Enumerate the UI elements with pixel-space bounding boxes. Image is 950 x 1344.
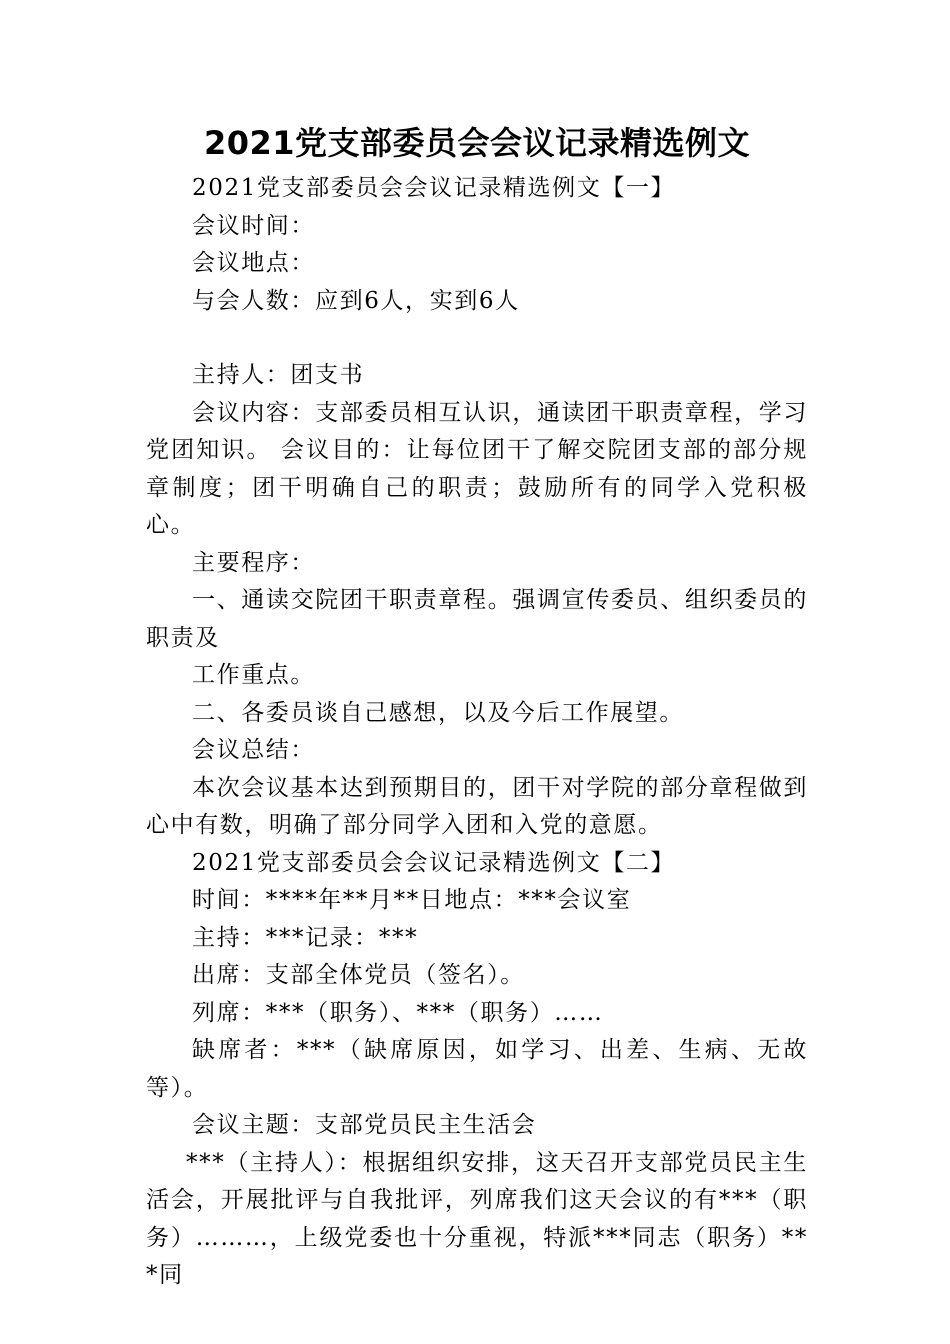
summary-text: 本次会议基本达到预期目的，团干对学院的部分章程做到心中有数，明确了部分同学入团和入党的意愿。 [146,774,808,838]
document-page [146,118,808,1295]
observers: 列席：***（职务）、***（职务）…… [192,999,604,1026]
blank-line [146,320,808,357]
time-place: 时间：****年**月**日地点：***会议室 [192,887,632,913]
meeting-content: 会议内容：支部委员相互认识，通读团干职责章程，学习党团知识。 会议目的：让每位团干了解交院团支部的部分规章制度；团干明确自己的职责；鼓励所有的同学入党积极心。 [146,399,808,538]
section-heading-1: 2021党支部委员会会议记录精选例文【一】 [192,175,676,201]
meeting-time: 会议时间： [192,212,315,239]
procedure-item-2: 二、各委员谈自己感想，以及今后工作展望。 [192,699,684,726]
procedure-item-1: 一、通读交院团干职责章程。强调宣传委员、组织委员的职责及 [146,587,808,651]
attendees: 出席：支部全体党员（签名）。 [192,962,525,988]
summary-label: 会议总结： [192,737,315,763]
attendee-count: 与会人数：应到6人，实到6人 [192,287,520,314]
procedure-item-1-continued: 工作重点。 [192,662,315,688]
document-title: 2021党支部委员会会议记录精选例文 [203,124,751,162]
host-speech: ***（主持人）：根据组织安排，这天召开支部党员民主生活会，开展批评与自我批评，列席我们这天会议的有***（职务）………，上级党委也十分重视，特派***同志（职务）***同 [146,1149,808,1288]
host-recorder: 主持：***记录：*** [192,924,419,951]
meeting-place: 会议地点： [192,250,315,276]
main-procedure-label: 主要程序： [192,549,315,576]
section-heading-2: 2021党支部委员会会议记录精选例文【二】 [192,849,676,876]
meeting-theme: 会议主题：支部党员民主生活会 [192,1112,537,1138]
host: 主持人：团支书 [192,362,365,388]
absentees: 缺席者：***（缺席原因，如学习、出差、生病、无故等）。 [146,1037,808,1101]
